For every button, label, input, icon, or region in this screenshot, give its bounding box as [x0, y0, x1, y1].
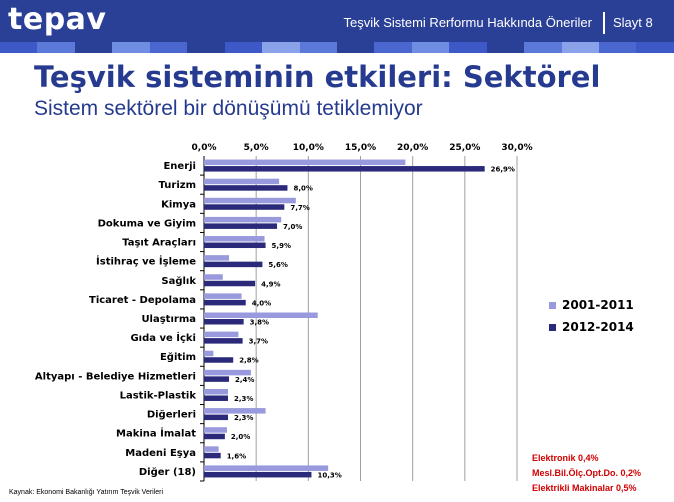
- note-line: Mesl.Bil.Ölç.Opt.Do. 0,2%: [532, 468, 642, 478]
- bar-2012-2014: [204, 472, 311, 478]
- category-label: Eğitim: [159, 352, 196, 364]
- legend-swatch: [549, 302, 556, 309]
- bar-2012-2014: [204, 300, 246, 306]
- category-label: Turizm: [158, 180, 196, 192]
- value-label: 2,0%: [230, 433, 251, 442]
- legend-swatch: [549, 324, 556, 331]
- bar-2012-2014: [204, 415, 228, 421]
- bar-2012-2014: [204, 434, 225, 440]
- value-label: 7,7%: [290, 203, 310, 212]
- legend-label: 2012-2014: [562, 320, 634, 334]
- category-label: Diğer (18): [138, 466, 196, 478]
- value-label: 26,9%: [490, 165, 515, 174]
- bar-2001-2011: [204, 293, 242, 299]
- bar-2012-2014: [204, 166, 485, 172]
- category-label: Lastik-Plastik: [119, 390, 196, 402]
- value-label: 3,7%: [248, 337, 269, 346]
- category-label: Ulaştırma: [141, 314, 196, 325]
- bar-2001-2011: [204, 427, 227, 433]
- bar-2001-2011: [204, 332, 238, 338]
- value-label: 7,0%: [283, 222, 303, 231]
- bar-2001-2011: [204, 389, 228, 395]
- bar-2012-2014: [204, 243, 266, 249]
- bar-2001-2011: [204, 313, 318, 319]
- legend-label: 2001-2011: [562, 298, 634, 312]
- bar-2001-2011: [204, 351, 213, 357]
- presentation-title: Teşvik Sistemi Rerformu Hakkında Öneriler: [343, 15, 592, 30]
- bar-2001-2011: [204, 198, 296, 204]
- bar-2001-2011: [204, 274, 223, 280]
- value-label: 1,6%: [226, 452, 247, 461]
- value-label: 3,8%: [249, 318, 270, 327]
- slide-number: Slayt 8: [613, 15, 653, 30]
- x-tick-label: 0,0%: [191, 143, 217, 153]
- value-label: 10,3%: [317, 471, 342, 480]
- other-sectors-notes: [532, 453, 641, 498]
- category-label: Dokuma ve Giyim: [97, 218, 196, 230]
- bar-2001-2011: [204, 217, 281, 223]
- source-note: Kaynak: Ekonomi Bakanlığı Yatırım Teşvik Verileri: [9, 489, 164, 496]
- value-label: 2,3%: [233, 414, 254, 423]
- x-tick-label: 5,0%: [243, 143, 269, 153]
- chart-legend: [549, 294, 634, 338]
- bar-2012-2014: [204, 281, 255, 287]
- bar-2001-2011: [204, 370, 251, 376]
- bar-2012-2014: [204, 319, 244, 325]
- bar-2001-2011: [204, 446, 219, 452]
- bar-2001-2011: [204, 465, 328, 471]
- category-label: Madeni Eşya: [125, 447, 196, 459]
- note-line: Elektronik 0,4%: [532, 453, 599, 463]
- bar-2001-2011: [204, 160, 405, 166]
- bar-2001-2011: [204, 179, 279, 185]
- bar-2001-2011: [204, 255, 229, 261]
- value-label: 4,0%: [251, 299, 272, 308]
- x-tick-label: 10,0%: [292, 143, 324, 153]
- value-label: 2,8%: [239, 356, 259, 365]
- bar-2012-2014: [204, 204, 284, 210]
- note-line: Elektrikli Makinalar 0,5%: [532, 483, 637, 493]
- value-label: 5,9%: [271, 242, 291, 251]
- category-label: Ticaret - Depolama: [89, 294, 196, 306]
- x-tick-label: 15,0%: [344, 143, 377, 153]
- bar-2012-2014: [204, 376, 229, 382]
- x-tick-label: 30,0%: [501, 143, 533, 153]
- bar-2012-2014: [204, 395, 228, 401]
- bar-2001-2011: [204, 236, 265, 242]
- value-label: 4,9%: [261, 280, 281, 289]
- bar-2012-2014: [204, 338, 243, 344]
- x-tick-label: 25,0%: [449, 143, 481, 153]
- category-label: Diğerleri: [146, 409, 196, 421]
- value-label: 8,0%: [293, 184, 313, 193]
- category-label: Kimya: [161, 199, 196, 211]
- legend-item-2012-2014: [549, 316, 634, 338]
- bar-2001-2011: [204, 408, 266, 414]
- value-label: 5,6%: [268, 261, 288, 270]
- category-label: Taşıt Araçları: [122, 237, 196, 249]
- bar-2012-2014: [204, 262, 262, 268]
- category-label: Gıda ve İçki: [130, 333, 196, 345]
- category-label: Altyapı - Belediye Hizmetleri: [34, 371, 196, 383]
- bar-2012-2014: [204, 223, 277, 229]
- bar-2012-2014: [204, 357, 233, 363]
- slide-subtitle: Sistem sektörel bir dönüşümü tetiklemiyor: [34, 97, 423, 120]
- legend-item-2001-2011: [549, 294, 634, 316]
- category-label: Sağlık: [161, 275, 196, 287]
- x-tick-label: 20,0%: [397, 143, 429, 153]
- category-label: İstihraç ve İşleme: [96, 256, 196, 268]
- category-label: Makina İmalat: [116, 428, 196, 440]
- bar-2012-2014: [204, 185, 287, 191]
- tepav-logo: tepav: [8, 2, 107, 37]
- value-label: 2,3%: [233, 394, 254, 403]
- slide-title: Teşvik sisteminin etkileri: Sektörel: [34, 60, 601, 94]
- bar-2012-2014: [204, 453, 221, 459]
- value-label: 2,4%: [235, 375, 255, 384]
- category-label: Enerji: [163, 161, 196, 173]
